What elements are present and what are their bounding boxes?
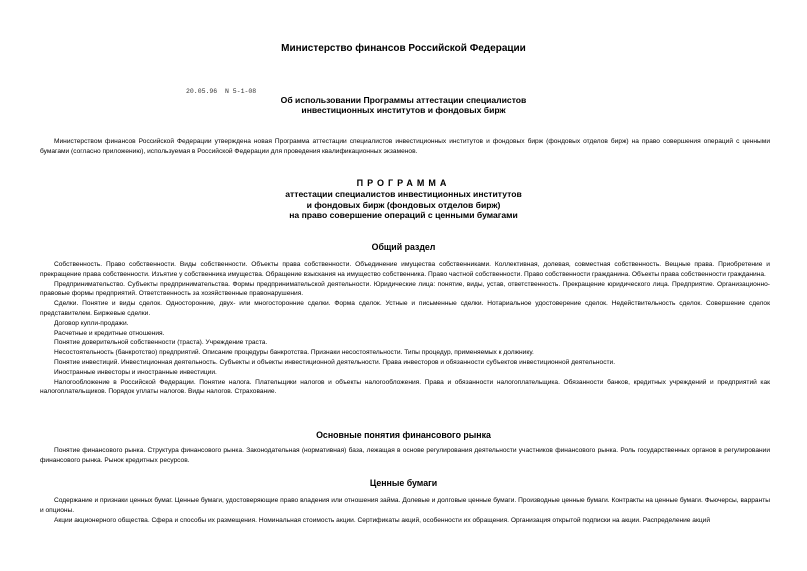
paragraph: Предпринимательство. Субъекты предпринимательства. Формы предпринимательской деятельности. Юридические лица: понятие, виды, устав, ответственность. Прекращение юридического лица. Предприятие. Организационно-правовые формы предприятий. Ответственность за хозяйственные правонарушения. [40, 280, 770, 298]
section-general-body [40, 260, 770, 397]
paragraph: Иностранные инвесторы и иностранные инвестиции. [54, 368, 217, 376]
document-number: 20.05.96 N 5-1-08 [186, 88, 257, 95]
paragraph: Акции акционерного общества. Сфера и способы их размещения. Номинальная стоимость акции. Сертификаты акций, особенности их обращения. Организация открытой подписки на акции. Распределение акций [54, 516, 711, 524]
section-title-financial-market: Основные понятия финансового рынка [316, 430, 491, 440]
ministry-heading: Министерство финансов Российской Федерации [281, 43, 526, 54]
paragraph: Расчетные и кредитные отношения. [54, 329, 165, 337]
paragraph: Понятие финансового рынка. Структура финансового рынка. Законодательная (нормативная) база, лежащая в основе регулирования деятельности участников финансового рынка. Роль государственных органов в регулировании финансового рынка. Рынок кредитных ресурсов. [40, 447, 770, 464]
intro-paragraph [40, 137, 770, 157]
title-line-2: инвестиционных институтов и фондовых бирж [301, 105, 506, 115]
document-title [0, 95, 807, 115]
program-heading: ПРОГРАММА [356, 178, 451, 188]
section-title-securities: Ценные бумаги [369, 478, 438, 488]
program-subtitle [0, 189, 807, 221]
program-subtitle-line-3: на право совершение операций с ценными бумагами [289, 210, 518, 220]
program-subtitle-line-1: аттестации специалистов инвестиционных институтов [285, 189, 522, 199]
title-line-1: Об использовании Программы аттестации специалистов [280, 95, 527, 105]
intro-text: Министерством финансов Российской Федерации утверждена новая Программа аттестации специалистов инвестиционных институтов и фондовых бирж (фондовых отделов бирж) на право совершения операций с ценными бумагами (согласно приложению), используемая в Российской Федерации для проведения квалификационных экзаменов. [40, 138, 770, 155]
program-subtitle-line-2: и фондовых бирж (фондовых отделов бирж) [306, 199, 501, 210]
section-title-general: Общий раздел [371, 242, 436, 252]
paragraph: Понятие инвестиций. Инвестиционная деятельность. Субъекты и объекты инвестиционной деятельности. Права инвесторов и обязанности субъектов инвестиционной деятельности. [54, 358, 616, 366]
paragraph: Налогообложение в Российской Федерации. Понятие налога. Плательщики налогов и объекты налогообложения. Права и обязанности налогоплательщика. Обязанности банков, кредитных учреждений и предприятий как налогоплательщиков. Порядок уплаты налогов. Виды налогов. Страхование. [40, 378, 770, 396]
paragraph: Понятие доверительной собственности (траста). Учреждение траста. [54, 339, 268, 347]
section-financial-market-body [40, 446, 770, 466]
paragraph: Сделки. Понятие и виды сделок. Односторонние, двух- или многосторонние сделки. Форма сделок. Устные и письменные сделки. Нотариальное удостоверение сделок. Недействительность сделок. Совершение сделок представителем. Биржевые сделки. [40, 300, 770, 317]
paragraph: Несостоятельность (банкротство) предприятий. Описание процедуры банкротства. Признаки несостоятельности. Типы процедур, применяемых к должнику. [54, 349, 534, 357]
paragraph: Собственность. Право собственности. Виды собственности. Объекты права собственности. Объединение имущества собственниками. Коллективная, долевая, совместная собственность. Вещные права. Приобретение и прекращение права собственности. Изъятие у собственника имущества. Обращение взыскания на имущество собственника. Право частной собственности. Право собственности гражданина. Объекты права собственности гражданина. [40, 261, 770, 278]
paragraph: Договор купли-продажи. [54, 319, 129, 327]
section-securities-body [40, 496, 770, 525]
paragraph: Содержание и признаки ценных бумаг. Ценные бумаги, удостоверяющие право владения или отношения займа. Долевые и долговые ценные бумаги. Производные ценные бумаги. Контракты на ценные бумаги. Фьючерсы, варранты и опционы. [40, 497, 770, 514]
